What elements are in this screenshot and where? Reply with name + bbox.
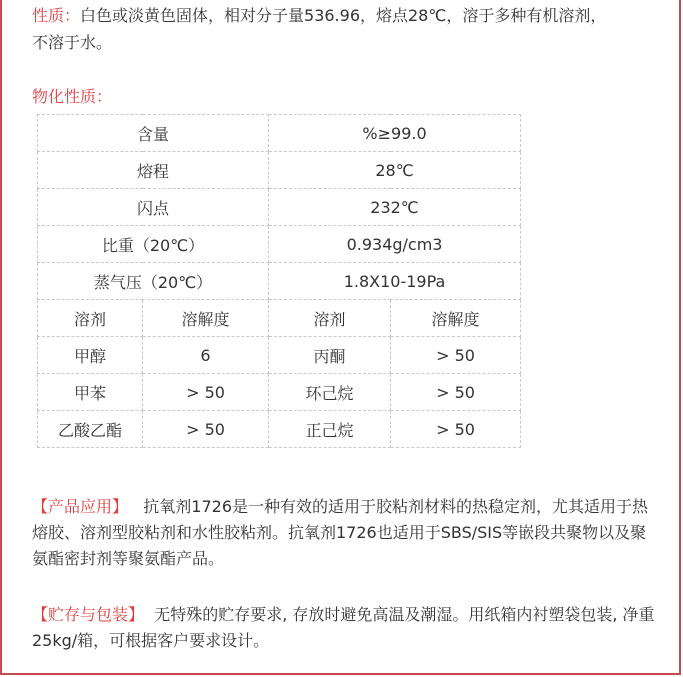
properties-table	[37, 114, 521, 448]
table-header-row	[38, 300, 521, 337]
table-row	[38, 374, 521, 411]
application-paragraph	[32, 494, 660, 572]
props-title: 物化性质：	[32, 87, 113, 106]
column-header: 溶剂	[269, 300, 391, 337]
table-row	[38, 152, 521, 189]
prop-name: 含量	[38, 115, 269, 152]
prop-name: 闪点	[38, 189, 269, 226]
storage-tag: 【贮存与包装】	[32, 605, 145, 624]
solubility-cell: > 50	[143, 411, 269, 448]
solvent-cell: 环己烷	[269, 374, 391, 411]
nature-line-2: 不溶于水。	[32, 33, 113, 52]
prop-name: 比重（20℃）	[38, 226, 269, 263]
prop-value: 1.8X10-19Pa	[269, 263, 521, 300]
column-header: 溶解度	[143, 300, 269, 337]
solvent-cell: 正己烷	[269, 411, 391, 448]
prop-name: 蒸气压（20℃）	[38, 263, 269, 300]
table-row	[38, 337, 521, 374]
storage-paragraph	[32, 602, 660, 654]
nature-text: 白色或淡黄色固体，相对分子量536.96，熔点28℃，溶于多种有机溶剂，	[80, 6, 607, 25]
solvent-cell: 丙酮	[269, 337, 391, 374]
table-row	[38, 226, 521, 263]
prop-value: 28℃	[269, 152, 521, 189]
solvent-cell: 甲醇	[38, 337, 143, 374]
solubility-cell: > 50	[391, 337, 521, 374]
solvent-cell: 甲苯	[38, 374, 143, 411]
application-tag: 【产品应用】	[32, 497, 129, 516]
storage-text: 无特殊的贮存要求, 存放时避免高温及潮湿。用纸箱内衬塑袋包装, 净重25kg/箱，可根据客户要求设计。	[32, 605, 655, 650]
table-row	[38, 263, 521, 300]
nature-label: 性质：	[32, 6, 81, 25]
nature-line	[32, 6, 606, 26]
prop-value: 0.934g/cm3	[269, 226, 521, 263]
prop-value: 232℃	[269, 189, 521, 226]
table-row	[38, 189, 521, 226]
solubility-cell: > 50	[143, 374, 269, 411]
column-header: 溶剂	[38, 300, 143, 337]
prop-value: %≥99.0	[269, 115, 521, 152]
application-text: 抗氧剂1726是一种有效的适用于胶粘剂材料的热稳定剂，尤其适用于热熔胶、溶剂型胶粘剂和水性胶粘剂。抗氧剂1726也适用于SBS/SIS等嵌段共聚物以及聚氨酯密封剂等聚氨酯产品。	[32, 497, 649, 568]
prop-name: 熔程	[38, 152, 269, 189]
solubility-cell: > 50	[391, 411, 521, 448]
column-header: 溶解度	[391, 300, 521, 337]
solubility-cell: 6	[143, 337, 269, 374]
table-row	[38, 115, 521, 152]
solvent-cell: 乙酸乙酯	[38, 411, 143, 448]
table-row	[38, 411, 521, 448]
solubility-cell: > 50	[391, 374, 521, 411]
